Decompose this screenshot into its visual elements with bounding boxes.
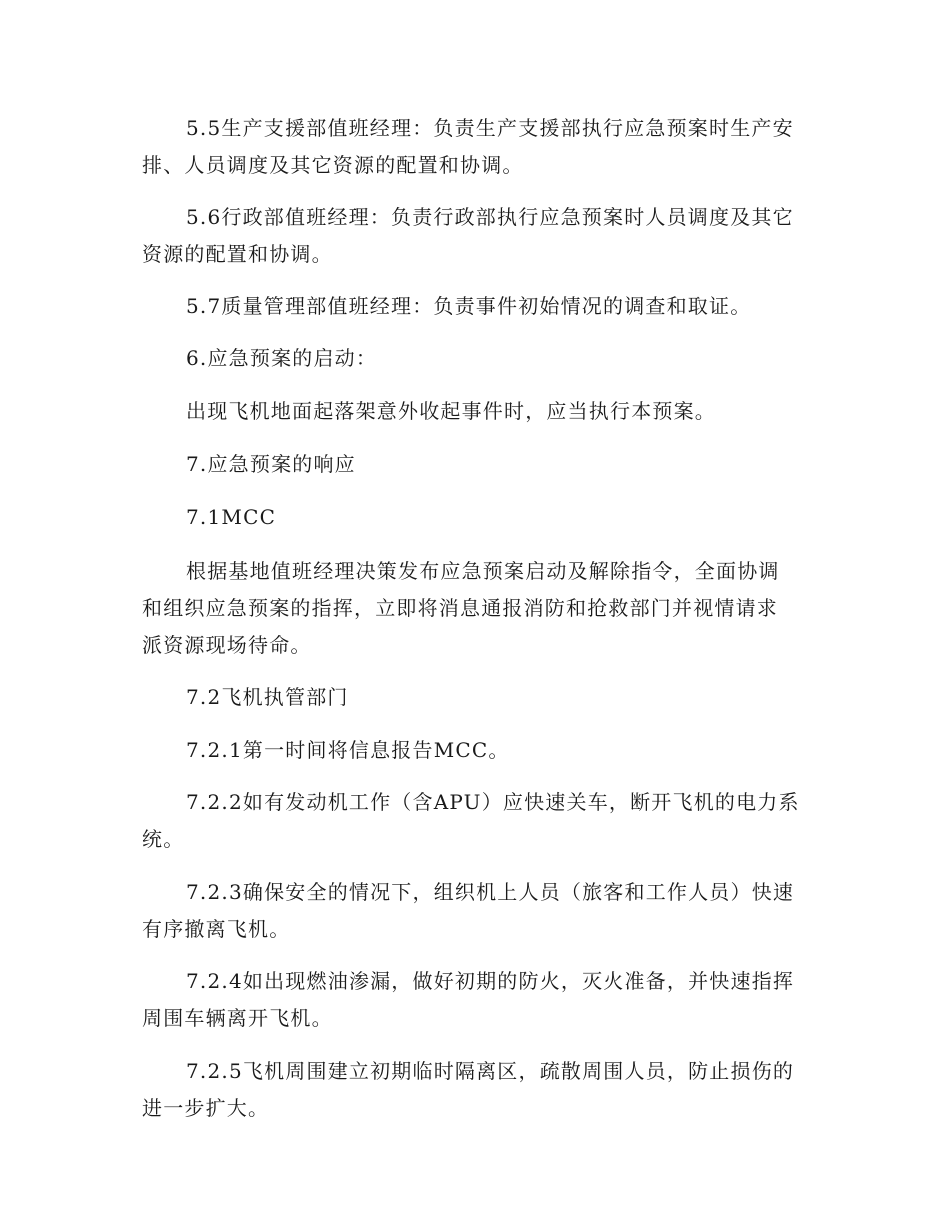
text-line-5-6-b: 资源的配置和协调。 — [142, 242, 333, 266]
text-line-7-2-4-b: 周围车辆离开飞机。 — [142, 1006, 333, 1030]
text-line-7-2-4-a: 7.2.4如出现燃油渗漏，做好初期的防火，灭火准备，并快速指挥 — [186, 969, 795, 993]
text-line-7-2-2-a: 7.2.2如有发动机工作（含APU）应快速关车，断开飞机的电力系 — [186, 790, 800, 814]
text-line-7-2-2-b: 统。 — [142, 827, 185, 851]
text-line-5-5-b: 排、人员调度及其它资源的配置和协调。 — [142, 153, 524, 177]
text-line-5-5-a: 5.5生产支援部值班经理：负责生产支援部执行应急预案时生产安 — [186, 116, 794, 140]
text-line-5-6-a: 5.6行政部值班经理：负责行政部执行应急预案时人员调度及其它 — [186, 205, 794, 229]
text-line-7-2-1: 7.2.1第一时间将信息报告MCC。 — [186, 738, 510, 762]
subsection-heading-7-2: 7.2飞机执管部门 — [186, 685, 349, 709]
text-line-7-2-5-b: 进一步扩大。 — [142, 1096, 270, 1120]
subsection-heading-7-1: 7.1MCC — [186, 505, 277, 529]
text-line-7-1-c: 派资源现场待命。 — [142, 633, 312, 657]
text-line-7-1-a: 根据基地值班经理决策发布应急预案启动及解除指令，全面协调 — [186, 559, 780, 583]
text-line-7-1-b: 和组织应急预案的指挥，立即将消息通报消防和抢救部门并视情请求 — [142, 596, 778, 620]
section-heading-7: 7.应急预案的响应 — [186, 452, 356, 476]
text-line-7-2-3-b: 有序撤离飞机。 — [142, 917, 291, 941]
section-heading-6: 6.应急预案的启动： — [186, 346, 378, 370]
text-line-7-2-3-a: 7.2.3确保安全的情况下，组织机上人员（旅客和工作人员）快速 — [186, 880, 795, 904]
text-line-5-7: 5.7质量管理部值班经理：负责事件初始情况的调查和取证。 — [186, 294, 752, 318]
text-line-7-2-5-a: 7.2.5飞机周围建立初期临时隔离区，疏散周围人员，防止损伤的 — [186, 1059, 795, 1083]
text-line-6-body: 出现飞机地面起落架意外收起事件时，应当执行本预案。 — [186, 399, 716, 423]
